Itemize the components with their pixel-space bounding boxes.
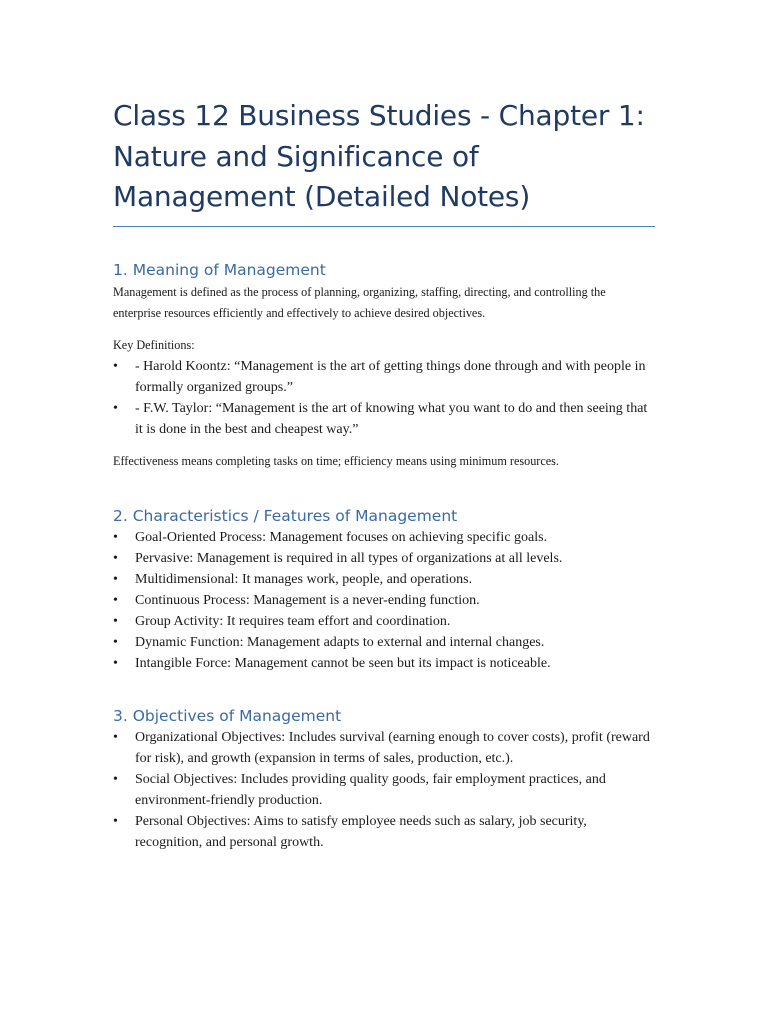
bullet-icon: • <box>113 634 118 650</box>
bullet-icon: • <box>113 358 118 374</box>
feature-text: Continuous Process: Management is a never-ending function. <box>135 592 480 608</box>
characteristics-list <box>113 527 655 674</box>
feature-text: Group Activity: It requires team effort and coordination. <box>135 613 451 629</box>
bullet-icon: • <box>113 655 118 671</box>
bullet-icon: • <box>113 550 118 566</box>
meaning-paragraph: Management is defined as the process of planning, organizing, staffing, directing, and controlling the enterprise resources efficiently and effectively to achieve desired objectives. <box>113 284 606 320</box>
list-item <box>113 548 655 569</box>
bullet-icon: • <box>113 813 118 829</box>
objective-personal: Personal Objectives: Aims to satisfy employee needs such as salary, job security, recognition, and personal growth. <box>135 813 587 850</box>
definition-koontz: - Harold Koontz: “Management is the art of getting things done through and with people in formally organized groups.” <box>135 358 646 395</box>
list-item <box>113 727 655 769</box>
feature-text: Intangible Force: Management cannot be seen but its impact is noticeable. <box>135 655 551 671</box>
bullet-icon: • <box>113 529 118 545</box>
list-item <box>113 632 655 653</box>
effectiveness-note: Effectiveness means completing tasks on time; efficiency means using minimum resources. <box>113 453 559 468</box>
list-item <box>113 611 655 632</box>
list-item <box>113 569 655 590</box>
feature-text: Dynamic Function: Management adapts to external and internal changes. <box>135 634 545 650</box>
bullet-icon: • <box>113 729 118 745</box>
bullet-icon: • <box>113 400 118 416</box>
definitions-list <box>113 356 655 440</box>
list-item <box>113 398 655 440</box>
list-item <box>113 356 655 398</box>
objective-organizational: Organizational Objectives: Includes survival (earning enough to cover costs), profit (reward for risk), and growth (expansion in terms of sales, production, etc.). <box>135 729 650 766</box>
list-item <box>113 653 655 674</box>
definition-taylor: - F.W. Taylor: “Management is the art of knowing what you want to do and then seeing that it is done in the best and cheapest way.” <box>135 400 648 437</box>
list-item <box>113 527 655 548</box>
bullet-icon: • <box>113 571 118 587</box>
section-heading-meaning: 1. Meaning of Management <box>113 260 326 279</box>
bullet-icon: • <box>113 771 118 787</box>
objectives-list <box>113 727 655 853</box>
section-heading-objectives: 3. Objectives of Management <box>113 706 342 725</box>
feature-text: Pervasive: Management is required in all types of organizations at all levels. <box>135 550 563 566</box>
bullet-icon: • <box>113 613 118 629</box>
section-heading-characteristics: 2. Characteristics / Features of Management <box>113 506 458 525</box>
title-underline <box>113 226 655 227</box>
feature-text: Multidimensional: It manages work, people, and operations. <box>135 571 473 587</box>
document-title: Class 12 Business Studies - Chapter 1: Nature and Significance of Management (Detailed Notes) <box>113 99 645 213</box>
document-page <box>113 96 655 853</box>
list-item <box>113 590 655 611</box>
list-item <box>113 769 655 811</box>
objective-social: Social Objectives: Includes providing quality goods, fair employment practices, and environment-friendly production. <box>135 771 606 808</box>
feature-text: Goal-Oriented Process: Management focuses on achieving specific goals. <box>135 529 548 545</box>
key-definitions-label: Key Definitions: <box>113 337 195 352</box>
list-item <box>113 811 655 853</box>
bullet-icon: • <box>113 592 118 608</box>
